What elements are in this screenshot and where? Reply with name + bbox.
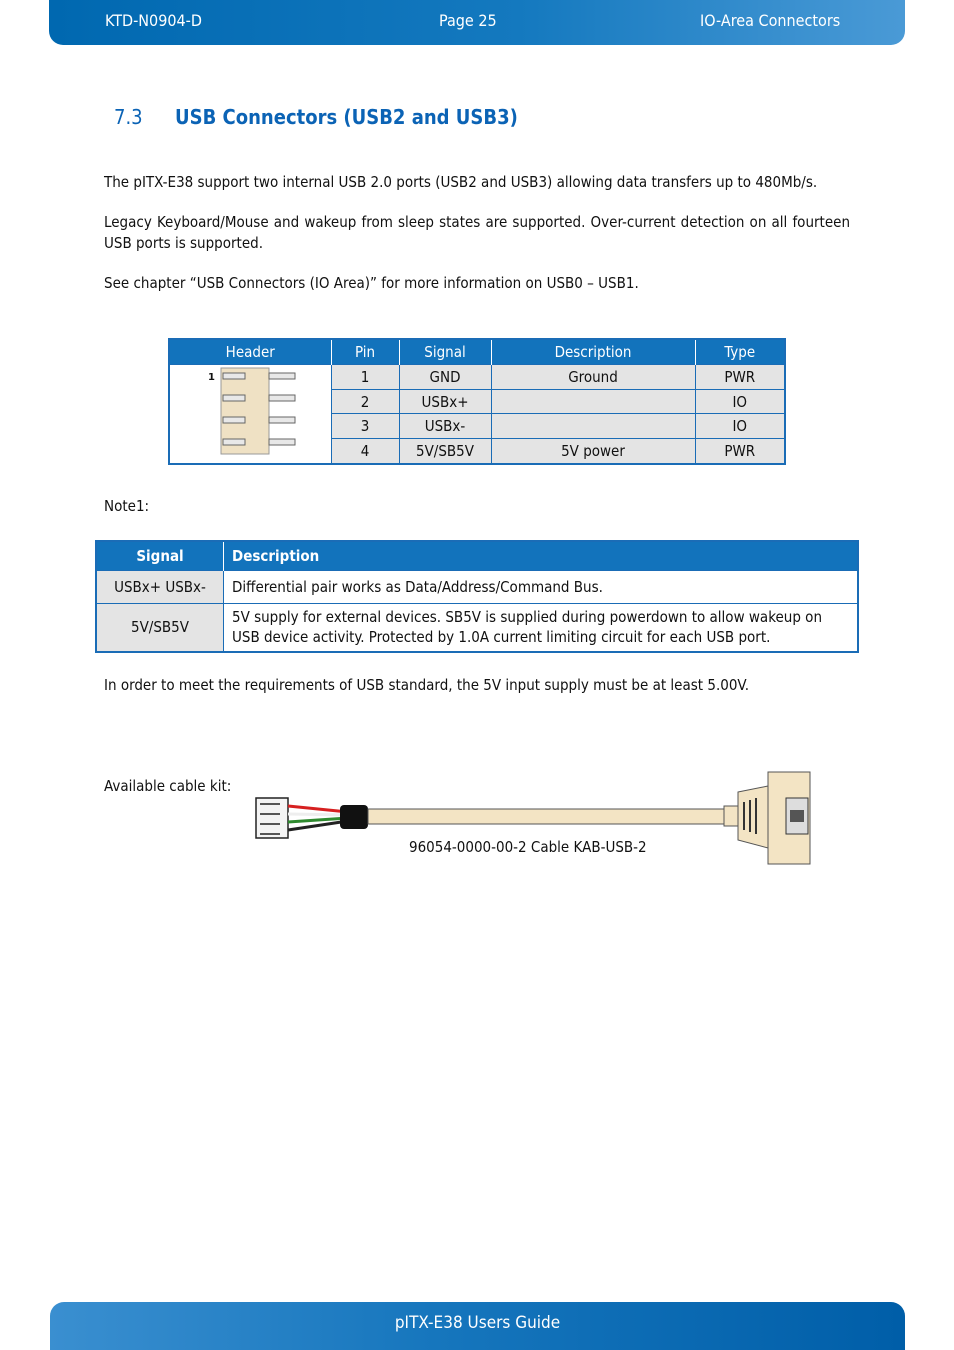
cell-signal: 5V/SB5V [399,439,491,464]
pin1-marker: 1 [208,372,216,383]
cell-description: 5V power [491,439,695,464]
cell-signal: USBx- [399,414,491,439]
legacy-paragraph: Legacy Keyboard/Mouse and wakeup from sleep states are supported. Over-current detection on all fourteen USB ports is supported. [104,213,850,252]
note-label: Note1: [104,497,150,515]
cable-connector-icon [256,798,368,838]
header-doc-id: KTD-N0904-D [105,11,202,30]
table-row [96,604,858,652]
page-header [49,0,905,45]
header-page-number: Page 25 [439,11,497,30]
cell-signal: 5V/SB5V [96,604,224,652]
connector-header-icon [170,365,330,459]
cell-description [491,389,695,414]
col-pin: Pin [331,339,399,365]
pin-table [168,338,786,465]
footer-title: pITX-E38 Users Guide [394,1313,561,1333]
cell-description: Ground [491,365,695,390]
section-title: USB Connectors (USB2 and USB3) [175,105,518,129]
cell-description [491,414,695,439]
cell-signal: USBx+ USBx- [96,571,224,604]
table-row [96,571,858,604]
cell-pin: 3 [331,414,399,439]
col-signal: Signal [399,339,491,365]
cable-part-label: 96054-0000-00-2 Cable KAB-USB-2 [409,838,647,856]
cable-kit-label: Available cable kit: [104,777,232,795]
cell-type: IO [695,389,785,414]
cell-description: 5V supply for external devices. SB5V is supplied during powerdown to allow wakeup on USB device activity. Protected by 1.0A current limiting circuit for each USB port. [224,604,859,652]
pin-table-header-row [169,339,785,365]
cell-type: PWR [695,365,785,390]
header-section: IO-Area Connectors [700,11,841,30]
header-connector-image [169,365,331,465]
see-chapter-paragraph: See chapter “USB Connectors (IO Area)” for more information on USB0 – USB1. [104,274,639,292]
cell-pin: 4 [331,439,399,464]
col-description: Description [224,541,859,571]
supply-requirement-paragraph: In order to meet the requirements of USB standard, the 5V input supply must be at least 5.00V. [104,676,749,694]
col-header: Header [169,339,331,365]
cell-type: IO [695,414,785,439]
cell-signal: USBx+ [399,389,491,414]
signal-table-header-row [96,541,858,571]
cell-type: PWR [695,439,785,464]
col-type: Type [695,339,785,365]
page-footer [50,1302,905,1350]
cell-signal: GND [399,365,491,390]
section-number: 7.3 [114,105,143,129]
usb-socket-icon [724,772,810,864]
signal-table [95,540,859,653]
intro-paragraph: The pITX-E38 support two internal USB 2.0 ports (USB2 and USB3) allowing data transfers up to 480Mb/s. [104,173,818,191]
table-row [169,365,785,390]
col-description: Description [491,339,695,365]
col-signal: Signal [96,541,224,571]
cell-pin: 2 [331,389,399,414]
cell-description: Differential pair works as Data/Address/Command Bus. [224,571,859,604]
cell-pin: 1 [331,365,399,390]
